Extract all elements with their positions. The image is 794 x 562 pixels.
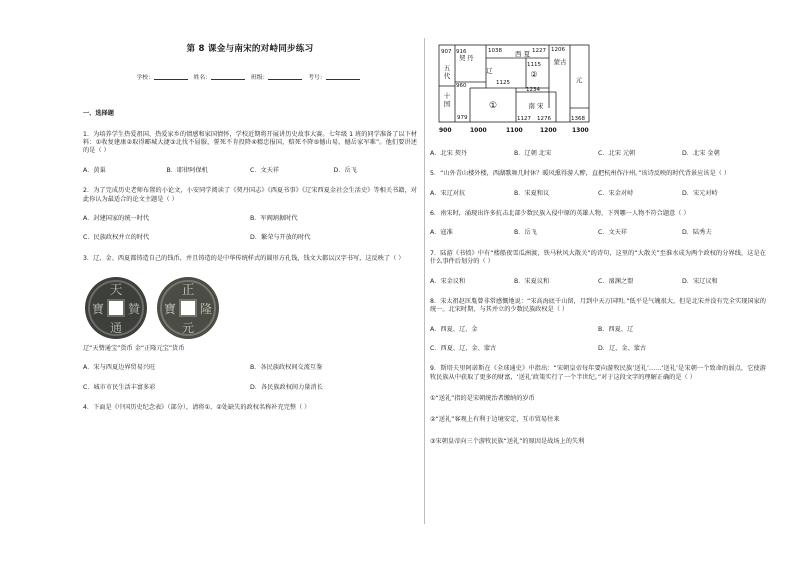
question-8: 8．宋太祖赵匡胤曾非常感慨地说：“宋高海底千山留，月到中天万国明。”低平是气魄很大，但是北宋并没有完全实现国家的统一。北宋时期，与其并立的少数民族政权是（ ） (430, 297, 766, 314)
label: 蒙古 (553, 58, 567, 66)
class-label: 班级： (250, 74, 269, 81)
statement: ①“送礼”指的是宋朝统治者缴纳的岁币 (430, 395, 535, 403)
question-8-options (430, 326, 766, 354)
question-5: 5．“山外青山楼外楼，西湖歌舞几时休？暖风熏得游人醉，直把杭州作汴州。”该诗反映的时代背景应该是（ ） (430, 170, 731, 178)
question-7-options (430, 278, 766, 286)
year: 916 (456, 49, 467, 55)
right-column (430, 40, 766, 446)
axis-tick: 1100 (506, 127, 523, 134)
axis-tick: 1300 (572, 127, 589, 134)
label: 国 (443, 100, 451, 108)
label: ② (530, 70, 538, 79)
school-blank[interactable] (154, 74, 188, 80)
year: 907 (441, 49, 452, 55)
tianzan-coin-image (83, 275, 149, 341)
option: C．民族政权并立的时代 (83, 234, 150, 242)
option: B．西夏、辽 (598, 325, 634, 333)
statement: ②“送礼”客观上有利于边境安定，互市贸易往来 (430, 416, 560, 424)
year: 1125 (496, 80, 510, 86)
timeline-svg (436, 40, 596, 136)
year: 1234 (526, 87, 540, 93)
option: D．宋元对峙 (682, 189, 718, 197)
option: B．宋夏和议 (514, 189, 550, 197)
coin-images (83, 275, 417, 341)
dynasty-timeline-table (436, 40, 596, 136)
label: 十 (443, 92, 451, 100)
question-4: 4．下面是《中国历史纪念表》（部分），请将①、②处缺失的政权名称补充完整（ ） (83, 404, 311, 412)
year: 1127 (517, 116, 531, 122)
coin-char: 正 (181, 283, 195, 298)
option: D．岳飞 (333, 166, 357, 174)
question-3-options (83, 364, 417, 392)
option: A．寇准 (430, 229, 453, 237)
question-6: 6．南宋时，涌现出许多抗击北部少数民族入侵中原的英雄人物，下列哪一人物不符合题意（ ） (430, 210, 690, 218)
label: 契 (459, 54, 466, 62)
option: B．岳飞 (514, 229, 537, 237)
option: A．封建国家的统一时代 (83, 214, 150, 222)
label: 五 (443, 64, 451, 72)
question-1-options (83, 167, 417, 175)
exam-number-blank[interactable] (326, 74, 360, 80)
axis-tick: 1000 (470, 127, 487, 134)
option: C．澶渊之盟 (598, 277, 634, 285)
option: A．西夏、辽、金 (430, 325, 478, 333)
question-2: 2．为了完成历史老师布置的小论文，小安同学阅读了《契丹国志》《西夏书事》《辽宋西夏金社会生活史》等相关书籍，对此你认为最适合的论文主题是（ ） (83, 187, 417, 203)
label: 元 (575, 76, 583, 84)
coin-char: 天 (109, 283, 123, 298)
section-heading: 一、选择题 (83, 110, 114, 118)
option: B．宋夏议和 (514, 277, 550, 285)
question-1: 1．为培养学生热爱祖国、热爱家乡的情感和家国情怀，学校近期将开展讲历史故事大赛。七年级 1 班的同学准备了以下材料：①收复建康②取得郾城大捷③北伐不屈服，誓死不肯投降④精忠报国，赔死不降⑤撼山易，撼岳家军难”。他们要讲述的是（ ） (83, 130, 417, 155)
option: C．宋金对峙 (598, 189, 634, 197)
column-divider (424, 38, 425, 524)
label: 丹 (467, 54, 474, 62)
question-5-options (430, 190, 766, 198)
student-info-line (83, 74, 417, 83)
option: C．城市市民生活丰富多彩 (83, 383, 156, 391)
option: B．各民族政权间交流互鉴 (250, 364, 323, 372)
label: 代 (443, 72, 451, 80)
option: C．文天祥 (598, 229, 628, 237)
exam-number-label: 考号： (308, 74, 326, 81)
option: C．西夏、辽、金、蒙古 (430, 344, 497, 352)
option: C．北宋 元朝 (598, 150, 636, 157)
year: 1276 (537, 116, 551, 122)
label: ① (488, 101, 498, 111)
option: D．陆秀夫 (682, 229, 712, 237)
coin-caption: 辽“天赞通宝”货币 金“正隆元宝”货币 (83, 345, 185, 352)
page-title: 第 8 课金与南宋的对峙同步练习 (186, 44, 314, 54)
question-4-options (430, 150, 766, 158)
coin-char: 隆 (199, 302, 213, 316)
coin-char: 寶 (163, 302, 177, 316)
name-blank[interactable] (211, 74, 245, 80)
year: 1206 (551, 47, 565, 53)
question-6-options (430, 229, 766, 237)
question-2-options (83, 215, 417, 243)
class-blank[interactable] (268, 74, 302, 80)
year: 1115 (527, 62, 541, 68)
option: B．军阀割据时代 (250, 214, 298, 222)
option: A．宋金议和 (430, 277, 466, 285)
name-label: 姓名： (193, 74, 212, 81)
option: D．宋辽议和 (682, 277, 718, 285)
option: A．宋辽对抗 (430, 189, 466, 197)
year: 1038 (488, 48, 502, 54)
option: A．宋与西夏边界贸易兴旺 (83, 364, 156, 372)
option: A．北宋 契丹 (430, 150, 468, 157)
option: D．繁荣与开放的时代 (250, 234, 311, 242)
left-column (83, 40, 417, 412)
axis-tick: 900 (439, 127, 452, 134)
school-label: 学校： (136, 74, 154, 81)
option: D．辽、金、蒙古 (598, 344, 647, 352)
label: 辽 (486, 67, 493, 75)
coin-char: 元 (181, 321, 195, 335)
label: 南 宋 (528, 102, 544, 110)
question-7: 7．陆游《书愤》中有“楼船夜雪瓜洲渡，铁马秋风大散关”的诗句，这里的“大散关”至淮水成为两个政权的分界线，这是在什么事件后划分的（ ） (430, 249, 766, 266)
axis-tick: 1200 (540, 127, 557, 134)
option: A．黄巢 (83, 166, 106, 174)
statement: ③宋朝皇帝向三个游牧民族“送礼”的原因是战场上的失利 (430, 437, 585, 445)
option: D．北宋 金朝 (682, 150, 720, 157)
option: B．耶律阿保机 (166, 166, 208, 174)
option: B．辽朝 北宋 (514, 150, 552, 157)
label: 西 夏 (515, 50, 531, 58)
coin-char: 贊 (127, 302, 141, 316)
zhenglong-coin-image (155, 275, 221, 341)
option: D．各民族政权间力量消长 (250, 383, 323, 391)
question-3: 3．辽、金、西夏都铸造自己的钱币，并且铸造的是中华传统样式的圆形方孔钱，钱文大都以汉字书写，这反映了（ ） (83, 254, 405, 262)
option: C．文天祥 (250, 166, 280, 174)
coin-char: 寶 (91, 302, 105, 316)
coin-char: 通 (109, 321, 123, 335)
year: 1227 (532, 48, 546, 54)
year: 979 (457, 115, 468, 121)
question-9: 9．斯塔夫里阿诺斯在《全球通史》中指出：“宋朝皇帝每年要向游牧民族‘送礼’……‘送礼’是宋朝一个致命的弱点，它使游牧民族从中获取了更多的财富，‘送礼’政策实行了一个半世纪。”对于这段文字的理解正确的是（ ） (430, 365, 766, 381)
year: 1368 (571, 116, 585, 122)
year: 960 (456, 83, 467, 89)
